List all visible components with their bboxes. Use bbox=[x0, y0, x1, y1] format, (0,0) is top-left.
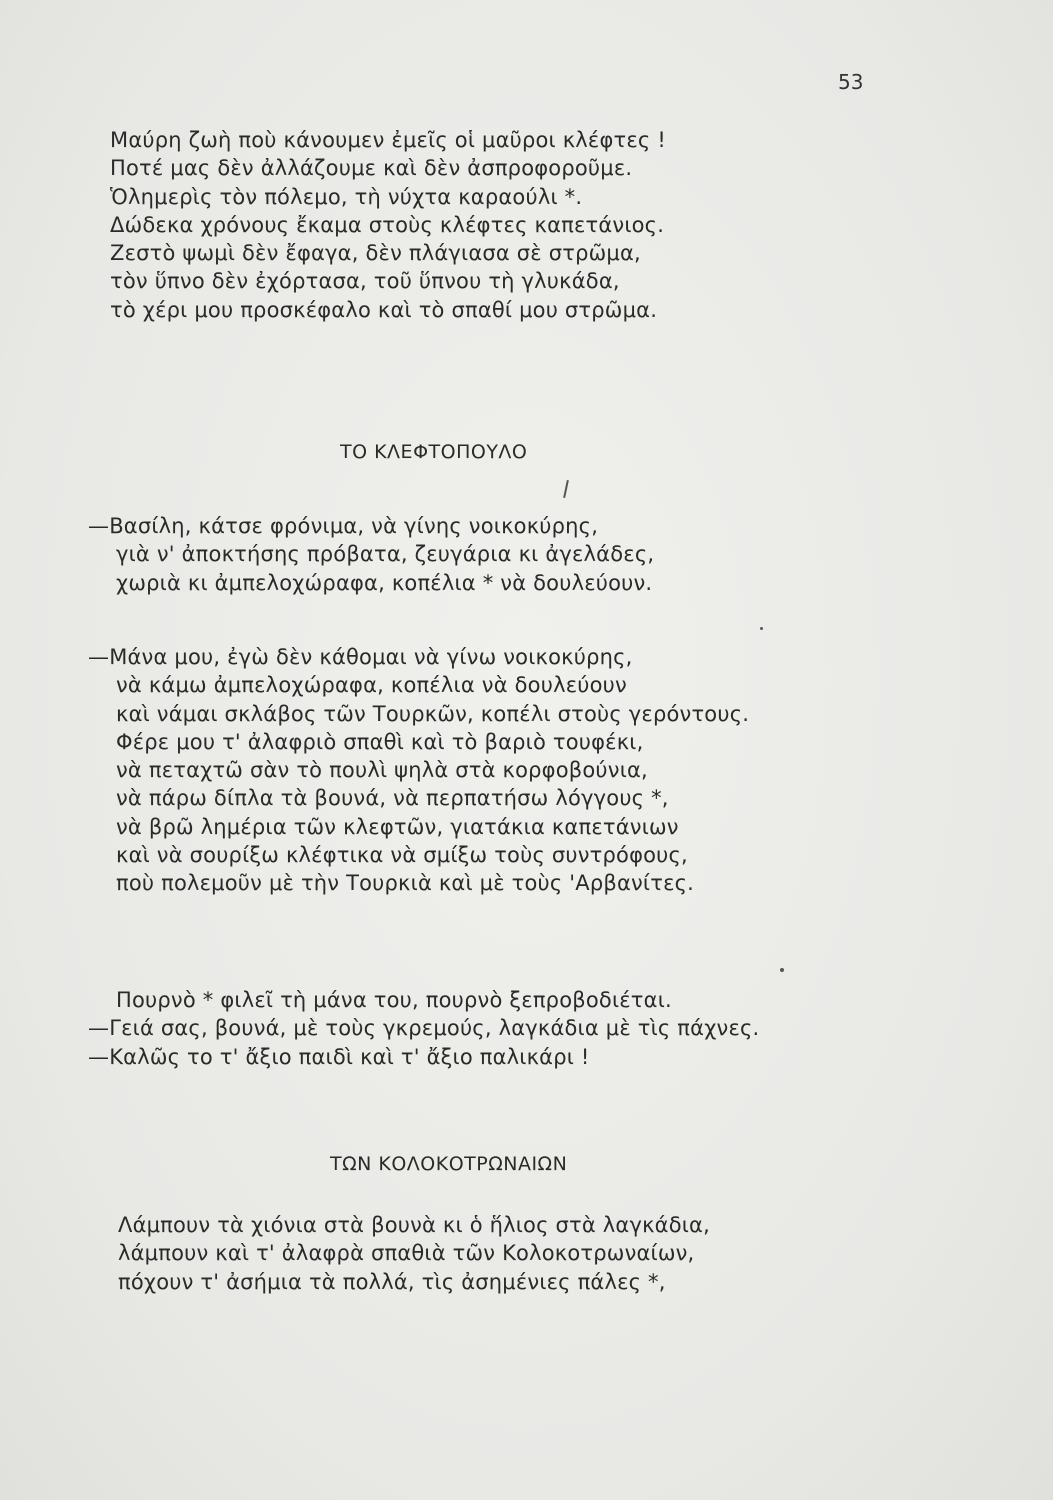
verse-line: νὰ πάρω δίπλα τὰ βουνά, νὰ περπατήσω λόγγους *, bbox=[116, 786, 669, 811]
ink-dot bbox=[760, 627, 763, 630]
poem-1-stanza-2 bbox=[88, 643, 749, 898]
verse-line: καὶ νάμαι σκλάβος τῶν Τουρκῶν, κοπέλι στοὺς γερόντους. bbox=[116, 701, 750, 726]
verse-line: γιὰ ν' ἀποκτήσης πρόβατα, ζευγάρια κι ἀγελάδες, bbox=[116, 542, 655, 567]
pencil-mark bbox=[563, 480, 569, 498]
verse-line: Πουρνὸ * φιλεῖ τὴ μάνα του, πουρνὸ ξεπροβοδιέται. bbox=[116, 988, 672, 1012]
page-number: 53 bbox=[838, 70, 864, 94]
verse-line: —Βασίλη, κάτσε φρόνιμα, νὰ γίνης νοικοκύρης, bbox=[88, 514, 599, 538]
poem-title: ΤΩΝ ΚΟΛΟΚΟΤΡΩΝΑΙΩΝ bbox=[330, 1153, 568, 1175]
verse-line: Ζεστὸ ψωμὶ δὲν ἔφαγα, δὲν πλάγιασα σὲ στρῶμα, bbox=[110, 241, 641, 266]
verse-line: Λάμπουν τὰ χιόνια στὰ βουνὰ κι ὁ ἥλιος στὰ λαγκάδια, bbox=[118, 1213, 710, 1237]
verse-line: —Καλῶς το τ' ἄξιο παιδὶ καὶ τ' ἄξιο παλικάρι ! bbox=[88, 1044, 590, 1069]
verse-line: ποὺ πολεμοῦν μὲ τὴν Τουρκιὰ καὶ μὲ τοὺς 'Αρβανίτες. bbox=[116, 871, 695, 896]
verse-line: καὶ νὰ σουρίξω κλέφτικα νὰ σμίξω τοὺς συντρόφους, bbox=[116, 843, 688, 868]
verse-line: Ποτέ μας δὲν ἀλλάζουμε καὶ δὲν ἀσπροφοροῦμε. bbox=[110, 156, 633, 181]
verse-line: νὰ πεταχτῶ σὰν τὸ πουλὶ ψηλὰ στὰ κορφοβούνια, bbox=[116, 758, 648, 783]
verse-line: χωριὰ κι ἀμπελοχώραφα, κοπέλια * νὰ δουλεύουν. bbox=[116, 570, 653, 595]
ink-dot bbox=[780, 968, 784, 972]
poem-1-stanza-3 bbox=[88, 986, 759, 1071]
poem-2-stanza-1 bbox=[118, 1211, 710, 1296]
verse-line: λάμπουν καὶ τ' ἀλαφρὰ σπαθιὰ τῶν Κολοκοτρωναίων, bbox=[118, 1241, 695, 1266]
verse-line: τὸν ὕπνο δὲν ἐχόρτασα, τοῦ ὕπνου τὴ γλυκάδα, bbox=[110, 269, 620, 294]
poem-title: ΤΟ ΚΛΕΦΤΟΠΟΥΛΟ bbox=[340, 441, 528, 463]
verse-line: —Γειά σας, βουνά, μὲ τοὺς γκρεμούς, λαγκάδια μὲ τὶς πάχνες. bbox=[88, 1016, 760, 1041]
verse-line: τὸ χέρι μου προσκέφαλο καὶ τὸ σπαθί μου στρῶμα. bbox=[110, 297, 658, 322]
verse-line: Ὁλημερὶς τὸν πόλεμο, τὴ νύχτα καραούλι *. bbox=[110, 184, 583, 209]
verse-line: πόχουν τ' ἀσήμια τὰ πολλά, τὶς ἀσημένιες πάλες *, bbox=[118, 1269, 666, 1294]
verse-line: νὰ κάμω ἀμπελοχώραφα, κοπέλια νὰ δουλεύουν bbox=[116, 673, 627, 698]
verse-line: Φέρε μου τ' ἀλαφριὸ σπαθὶ καὶ τὸ βαριὸ τουφέκι, bbox=[116, 729, 644, 754]
verse-line: Μαύρη ζωὴ ποὺ κάνουμεν ἐμεῖς οἱ μαῦροι κλέφτες ! bbox=[110, 128, 666, 152]
verse-line: Δώδεκα χρόνους ἔκαμα στοὺς κλέφτες καπετάνιος. bbox=[110, 212, 665, 237]
verse-line: νὰ βρῶ λημέρια τῶν κλεφτῶν, γιατάκια καπετάνιων bbox=[116, 814, 679, 839]
verse-line: —Μάνα μου, ἐγὼ δὲν κάθομαι νὰ γίνω νοικοκύρης, bbox=[88, 645, 633, 669]
intro-stanza bbox=[110, 126, 666, 324]
poem-1-stanza-1 bbox=[88, 512, 654, 597]
